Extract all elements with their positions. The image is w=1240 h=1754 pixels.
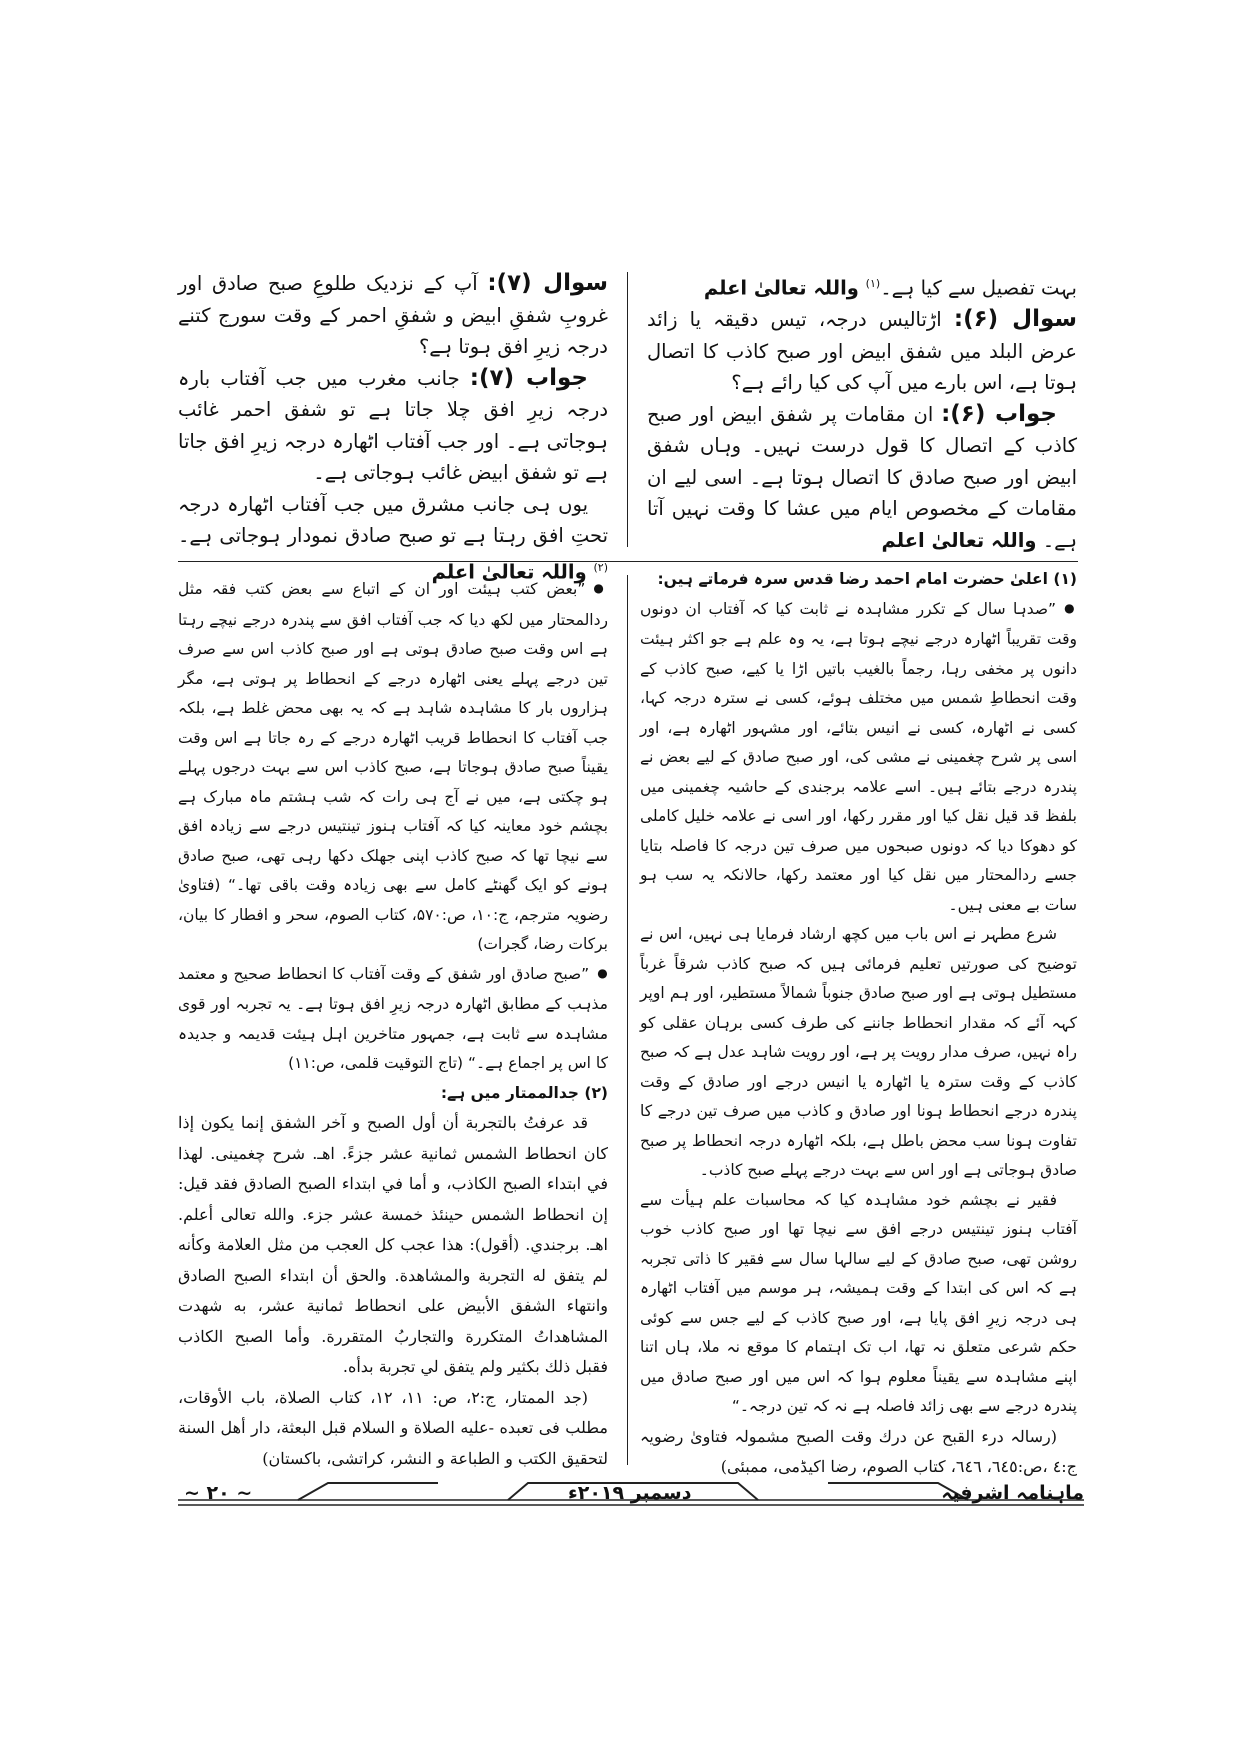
note-1-para-3: فقیر نے بچشم خود مشاہدہ کیا کہ محاسبات علم ہیأت سے آفتاب ہنوز تینتیس درجے افق سے نیچا تھا اور صبح کاذب خوب روشن تھی، صبح صادق کے لیے سالہا سال سے فقیر کا ذاتی تجربہ ہے کہ اس کی ابتدا کے وقت ہمیشہ، ہر موسم میں آفتاب اٹھارہ ہی درجہ زیرِ افق پایا ہے، اور صبح کاذب کے لیے جس سے کوئی حکم شرعی متعلق نہ تھا، اب تک اہتمام کا موقع نہ ملا، ہاں اتنا اپنے مشاہدہ سے یقیناً معلوم ہوا کہ اس میں اور صبح صادق میں پندرہ درجے سے بھی زائد فاصلہ ہے نہ کہ تین درجہ۔“ (640, 1190, 1077, 1415)
right-notes-column (640, 565, 1077, 1476)
note-1-quote: ● ”صدہا سال کے تکرر مشاہدہ نے ثابت کیا کہ آفتاب ان دونوں وقت تقریباً اٹھارہ درجے نیچے ہوتا ہے، یہ وہ علم ہے جو اکثر ہیئت دانوں پر مخفی رہا، رجماً بالغیب باتیں اڑا یا کیے، صبح کاذب کے وقت انحطاطِ شمس میں مختلف ہوئے، کسی نے سترہ درجہ کہا، کسی نے اٹھارہ، کسی نے انیس بتائے، اور مشہور اٹھارہ ہے، اور اسی پر شرح چغمینی نے مشی کی، اور صبح صادق کے لیے بعض نے پندرہ درجے بتائے ہیں۔ اسے علامہ برجندی کے حاشیہ چغمینی میں بلفظ قد قیل نقل کیا اور مقرر رکھا، اور اسی نے علامہ خلیل کاملی کو دھوکا دیا کہ دونوں صبحوں میں صرف تین درجہ کا فاصلہ بتایا جسے ردالمحتار میں نقل کیا اور معتمد رکھا، حالانکہ یہ سب ہو سات بے معنی ہیں۔ (640, 595, 1077, 921)
question-6: سوال (۶): اڑتالیس درجہ، تیس دقیقہ یا زائد عرض البلد میں شفق ابیض اور صبح کاذب کا اتصال ہوتا ہے، اس بارے میں آپ کی کیا رائے ہے؟ (647, 306, 1078, 394)
question-6-label: سوال (۶): (953, 306, 1078, 332)
issue-date: دسمبر ۲۰۱۹ء (568, 1482, 692, 1504)
page-footer (178, 1478, 1084, 1518)
column-divider-notes (627, 575, 628, 1465)
footnote-separator (178, 561, 1078, 562)
answer-6: جواب (۶): ان مقامات پر شفق ابیض اور صبح کاذب کے اتصال کا قول درست نہیں۔ وہاں شفق ابیض اور صبح صادق کا اتصال ہوتا ہے۔ اسی لیے ان مقامات کے مخصوص ایام میں عشا کا وقت نہیں آتا ہے۔ واللہ تعالیٰ اعلم (647, 400, 1077, 552)
page-number: ~ ۲۰ ~ (184, 1482, 253, 1504)
right-top-column (647, 268, 1078, 552)
note-1-reference: (رسالہ درء القبح عن درك وقت الصبح مشمولہ فتاویٰ رضویہ ج:٤ ،ص:٦٤٥، ٦٤٦، کتاب الصوم، رضا اکیڈمی، ممبئی) (640, 1426, 1077, 1476)
note-bullet-1: ● ”بعض کتب ہیئت اور ان کے اتباع سے بعض کتب فقہ مثل ردالمحتار میں لکھ دیا کہ جب آفتاب افق سے پندرہ درجے نیچے رہتا ہے اس وقت صبح صادق ہوتی ہے اور صبح کاذب اس سے صرف تین درجے پہلے یعنی اٹھارہ درجے کے انحطاط پر ہوتی ہے، مگر ہزاروں بار کا مشاہدہ شاہد ہے کہ یہ بھی محض غلط ہے، بلکہ جب آفتاب کا انحطاط قریب اٹھارہ درجے کے رہ جاتا ہے اس وقت یقیناً صبح صادق ہوجاتا ہے، صبح کاذب اس سے بہت درجوں پہلے ہو چکتی ہے، میں نے آج ہی رات کہ شب ہشتم ماہ مبارک ہے بچشم خود معاینہ کیا کہ آفتاب ہنوز تینتیس درجے سے زیادہ افق سے نیچا تھا کہ صبح کاذب اپنی جھلک دکھا رہی تھی، صبح صادق ہونے کو ایک گھنٹے کامل سے بھی زیادہ وقت باقی تھا۔“ (فتاویٰ رضویہ مترجم، ج:۱۰، ص:۵۷۰، کتاب الصوم، سحر و افطار کا بیان، برکات رضا، گجرات) (178, 575, 608, 960)
arabic-reference: (جد الممتار، ج:٢، ص: ١١، ١٢، كتاب الصلاة، باب الأوقات، مطلب فی تعبده -عليه الصلاة و السلام قبل البعثة، دار أهل السنة لتحقيق الكتب و الطباعة و النشر، كراتشی، باكستان) (178, 1387, 608, 1468)
answer-6-label: جواب (۶): (941, 400, 1057, 427)
question-7: سوال (۷): آپ کے نزدیک طلوعِ صبح صادق اور غروبِ شفقِ ابیض و شفقِ احمر کے وقت سورج کتنے درجہ زیرِ افق ہوتا ہے؟ (178, 270, 608, 358)
magazine-name: ماہنامہ اشرفیہ (941, 1482, 1084, 1504)
answer-7: جواب (۷): جانب مغرب میں جب آفتاب بارہ درجہ زیرِ افق چلا جاتا ہے تو شفق احمر غائب ہوجاتی ہے۔ اور جب آفتاب اٹھارہ درجہ زیرِ افق جاتا ہے تو شفق ابیض غائب ہوجاتی ہے۔ (178, 364, 608, 484)
question-7-label: سوال (۷): (487, 270, 608, 296)
answer-7-east: یوں ہی جانب مشرق میں جب آفتاب اٹھارہ درجہ تحتِ افق رہتا ہے تو صبح صادق نمودار ہوجاتی ہے۔$^{(۲)}$ واللہ تعالیٰ اعلم (178, 492, 608, 583)
left-top-column (178, 268, 608, 583)
column-divider-top (627, 272, 628, 547)
note-1-heading: (۱) اعلیٰ حضرت امام احمد رضا قدس سرہ فرماتے ہیں: (657, 570, 1077, 588)
note-bullet-2: ● ”صبح صادق اور شفق کے وقت آفتاب کا انحطاط صحیح و معتمد مذہب کے مطابق اٹھارہ درجہ زیرِ افق ہوتا ہے۔ یہ تجربہ اور قوی مشاہدہ سے ثابت ہے، جمہور متاخرین اہل ہیئت قدیمہ و جدیدہ کا اس پر اجماع ہے۔“ (تاج التوقیت قلمی، ص:۱۱) (178, 960, 608, 1079)
intro-line: بہت تفصیل سے کیا ہے۔$^{(۱)}$ واللہ تعالیٰ اعلم (703, 276, 1077, 300)
arabic-quote: قد عرفتُ بالتجربة أن أول الصبح و آخر الشفق إنما يكون إذا كان انحطاط الشمس ثمانية عشر جزءً. اهـ. شرح چغمینی. لهذا في ابتداء الصبح الكاذب، و أما في ابتداء الصبح الصادق فقد قيل: إن انحطاط الشمس حينئذ خمسة عشر جزء. والله تعالى أعلم. اهـ. برجندي. (أقول): هذا عجب كل العجب من مثل العلامة وكأنه لم يتفق له التجربة والمشاهدة. والحق أن ابتداء الصبح الصادق وانتهاء الشفق الأبيض على انحطاط ثمانية عشر، به شهدت المشاهداتُ المتكررة والتجاربُ المتقررة. وأما الصبح الكاذب فقبل ذلك بكثير ولم يتفق لي تجربة بدأه. (178, 1113, 608, 1376)
answer-7-label: جواب (۷): (469, 364, 588, 391)
left-notes-column (178, 575, 608, 1470)
note-2-heading: (۲) جدالممتار میں ہے: (440, 1083, 608, 1102)
note-1-para-2: شرع مطہر نے اس باب میں کچھ ارشاد فرمایا ہی نہیں، اس نے توضیح کی صورتیں تعلیم فرمائی ہیں کہ صبح کاذب شرقاً غرباً مستطیل ہوتی ہے اور صبح صادق جنوباً شمالاً مستطیر، اور ہم اوپر کہہ آئے کہ مقدار انحطاط جاننے کی طرف کسی برہان عقلی کو راہ نہیں، صرف مدار رویت پر ہے، اور رویت شاہد عدل ہے کہ صبح کاذب کے وقت سترہ یا اٹھارہ یا انیس درجے اور صادق کے وقت پندرہ درجے انحطاط ہونا اور صادق و کاذب میں صرف تین درجے کا تفاوت ہونا سب محض باطل ہے، بلکہ اٹھارہ درجہ انحطاط پر صبح صادق ہوجاتی ہے اور اس سے بہت درجے پہلے صبح کاذب۔ (640, 925, 1077, 1179)
